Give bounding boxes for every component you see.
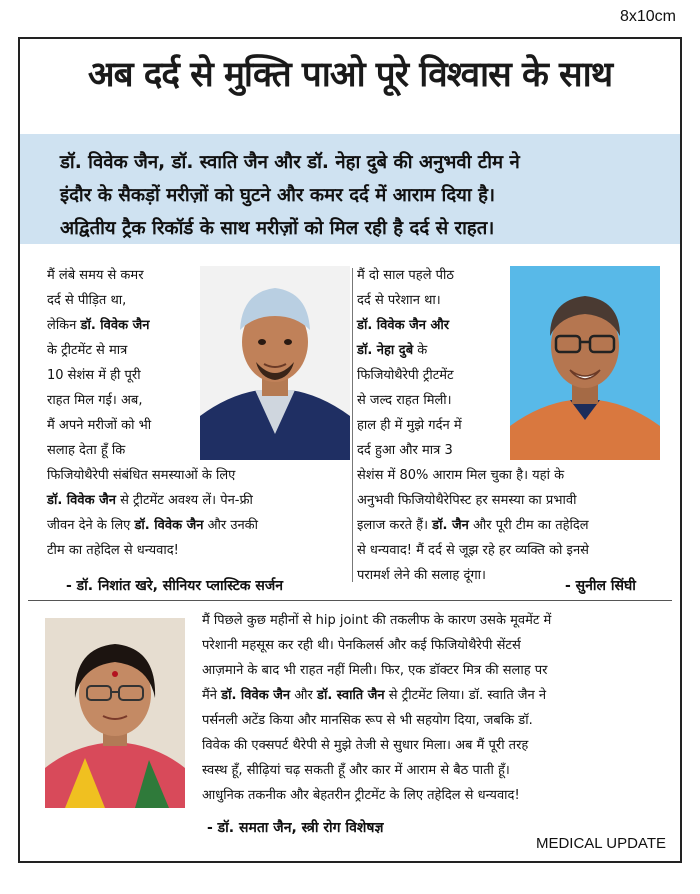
text-line: सेशंस में 80% आराम मिल चुका है। यहां के (357, 468, 565, 483)
testimonial-3-signature: - डॉ. समता जैन, स्त्री रोग विशेषज्ञ (207, 820, 384, 836)
text-line: दर्द से पीड़ित था, (47, 293, 127, 308)
text-line: मैं लंबे समय से कमर (47, 268, 144, 283)
text-line: हाल ही में मुझे गर्दन में (357, 418, 462, 433)
text-line (47, 313, 197, 338)
doctor-name: डॉ. विवेक जैन (134, 518, 204, 533)
intro-line: अद्वितीय ट्रैक रिकॉर्ड के साथ मरीज़ों को मिल रही है दर्द से राहत। (60, 218, 495, 239)
text-fragment: और उनकी (203, 518, 259, 533)
text-line: स्वस्थ हूँ, सीढ़ियां चढ़ सकती हूँ और कार में आराम से बैठ पाती हूँ। (202, 763, 510, 778)
text-line (47, 488, 347, 513)
testimonial-2-text-wide (357, 463, 667, 588)
text-line: पर्सनली अटेंड किया और मानसिक रूप से भी सहयोग दिया, जबकि डॉ. (202, 713, 533, 728)
text-fragment: मैंने (202, 688, 222, 703)
testimonial-1-text-wide (47, 463, 347, 563)
doctor-name: डॉ. विवेक जैन (221, 688, 291, 703)
text-line: मैं पिछले कुछ महीनों से hip joint की तकलीफ के कारण उसके मूवमेंट में (202, 613, 552, 628)
text-line: फिजियोथैरेपी ट्रीटमेंट (357, 368, 454, 383)
doctor-name: डॉ. स्वाति जैन (317, 688, 385, 703)
testimonial-1-photo (200, 266, 350, 460)
doctor-name: डॉ. विवेक जैन (47, 493, 116, 508)
doctor-name: डॉ. विवेक जैन (80, 318, 150, 333)
doctor-portrait-image (200, 266, 350, 460)
intro-line: इंदौर के सैकड़ों मरीज़ों को घुटने और कमर दर्द में आराम दिया है। (60, 185, 495, 206)
text-fragment: से ट्रीटमेंट लिया। डॉ. स्वाति जैन ने (384, 688, 547, 703)
testimonial-3-photo (45, 618, 185, 808)
text-line: फिजियोथैरेपी संबंधित समस्याओं के लिए (47, 468, 236, 483)
patient-portrait-image (45, 618, 185, 808)
text-line: अनुभवी फिजियोथैरेपिस्ट हर समस्या का प्रभावी (357, 493, 577, 508)
intro-line: डॉ. विवेक जैन, डॉ. स्वाति जैन और डॉ. नेहा दुबे की अनुभवी टीम ने (60, 152, 520, 173)
text-line (47, 513, 347, 538)
text-line: से धन्यवाद! मैं दर्द से जूझ रहे हर व्यक्ति को इनसे (357, 543, 589, 558)
doctor-name: डॉ. जैन (432, 518, 469, 533)
testimonial-2-photo (510, 266, 660, 460)
text-line: 10 सेशंस में ही पूरी (47, 368, 141, 383)
text-line: दर्द हुआ और मात्र 3 (357, 443, 453, 458)
text-line: मैं अपने मरीजों को भी (47, 418, 152, 433)
text-fragment: से ट्रीटमेंट अवश्य लें। पेन-फ्री (115, 493, 253, 508)
text-fragment: इलाज करते हैं। (357, 518, 433, 533)
testimonial-1-text (47, 263, 197, 463)
doctor-name: डॉ. नेहा दुबे (357, 343, 414, 358)
headline: अब दर्द से मुक्ति पाओ पूरे विश्वास के साथ (87, 55, 613, 95)
text-fragment: और पूरी टीम का तहेदिल (468, 518, 589, 533)
text-fragment: जीवन देने के लिए (47, 518, 135, 533)
text-line: से जल्द राहत मिली। (357, 393, 452, 408)
text-line (357, 513, 667, 538)
text-line: परामर्श लेने की सलाह दूंगा। (357, 568, 486, 583)
text-line: आधुनिक तकनीक और बेहतरीन ट्रीटमेंट के लिए तहेदिल से धन्यवाद! (202, 788, 520, 803)
text-line: टीम का तहेदिल से धन्यवाद! (47, 543, 179, 558)
intro-box (20, 134, 680, 244)
text-line: परेशानी महसूस कर रही थी। पेनकिलर्स और कई फिजियोथैरेपी सेंटर्स (202, 638, 521, 653)
testimonial-1-signature: - डॉ. निशांत खरे, सीनियर प्लास्टिक सर्जन (66, 578, 284, 594)
text-fragment: के (413, 343, 428, 358)
section-divider (28, 600, 672, 601)
text-line: राहत मिल गई। अब, (47, 393, 143, 408)
text-line: के ट्रीटमेंट से मात्र (47, 343, 128, 358)
text-line (202, 683, 668, 708)
text-line (357, 338, 503, 363)
column-divider (352, 268, 353, 582)
text-fragment: लेकिन (47, 318, 81, 333)
footer-label: MEDICAL UPDATE (535, 835, 666, 852)
testimonial-3-text (202, 608, 668, 808)
size-tag: 8x10cm (619, 8, 676, 25)
text-line (357, 313, 503, 338)
text-line: मैं दो साल पहले पीठ (357, 268, 454, 283)
testimonial-2-text (357, 263, 503, 463)
text-line: सलाह देता हूँ कि (47, 443, 126, 458)
text-line: विवेक की एक्सपर्ट थैरेपी से मुझे तेजी से सुधार मिला। अब मैं पूरी तरह (202, 738, 529, 753)
text-fragment: और (290, 688, 317, 703)
text-line: आज़माने के बाद भी राहत नहीं मिली। फिर, एक डॉक्टर मित्र की सलाह पर (202, 663, 548, 678)
doctor-name: डॉ. विवेक जैन और (357, 318, 450, 333)
text-line: दर्द से परेशान था। (357, 293, 441, 308)
patient-portrait-image (510, 266, 660, 460)
testimonial-2-signature: - सुनील सिंघी (565, 578, 636, 594)
